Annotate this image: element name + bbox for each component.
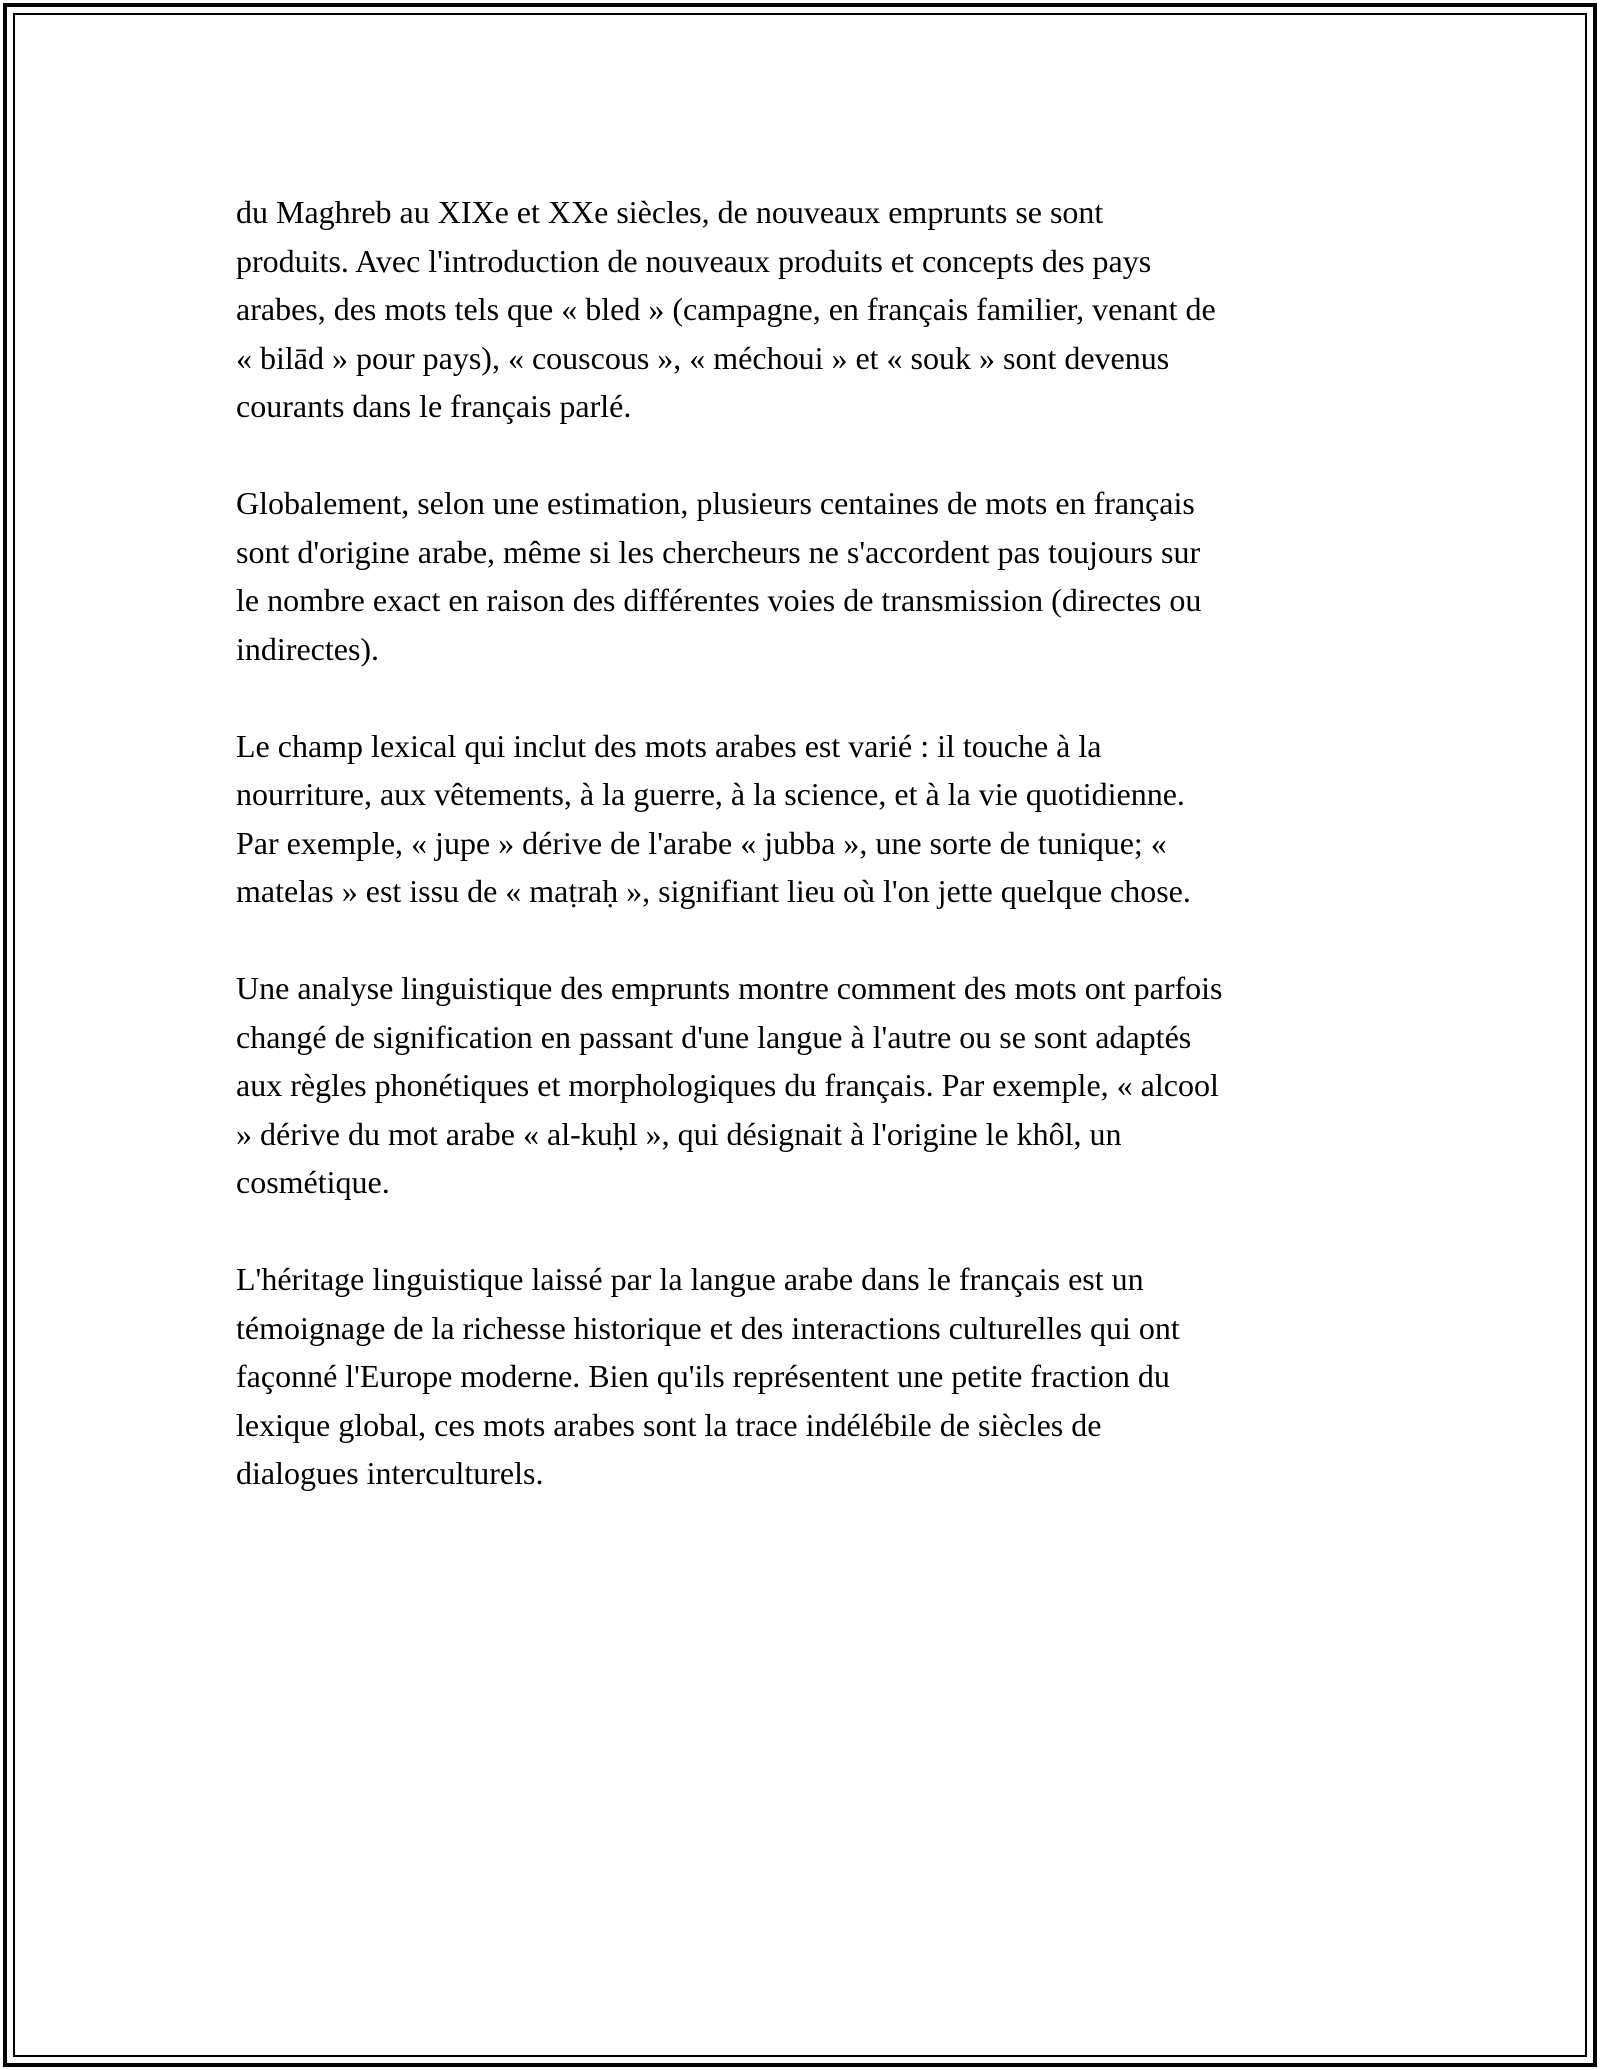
- text-line: Globalement, selon une estimation, plusieurs centaines de mots en français: [236, 485, 1195, 521]
- paragraph-maghreb-borrowings: [236, 188, 1386, 431]
- text-line: Une analyse linguistique des emprunts montre comment des mots ont parfois: [236, 970, 1223, 1006]
- text-line: lexique global, ces mots arabes sont la trace indélébile de siècles de: [236, 1406, 1102, 1443]
- text-line: changé de signification en passant d'une langue à l'autre ou se sont adaptés: [236, 1018, 1192, 1055]
- text-line: du Maghreb au XIXe et XXe siècles, de nouveaux emprunts se sont: [236, 194, 1104, 230]
- text-line: courants dans le français parlé.: [236, 388, 632, 424]
- paragraph-global-estimate: [236, 479, 1386, 673]
- paragraph-linguistic-analysis: [236, 964, 1386, 1207]
- text-line: aux règles phonétiques et morphologiques du français. Par exemple, « alcool: [236, 1067, 1219, 1103]
- text-line: dialogues interculturels.: [236, 1455, 544, 1491]
- paragraph-heritage-conclusion: [236, 1255, 1386, 1498]
- paragraph-lexical-field: [236, 722, 1386, 916]
- text-line: nourriture, aux vêtements, à la guerre, à la science, et à la vie quotidienne.: [236, 776, 1185, 812]
- text-line: matelas » est issu de « maṭraḥ », signifiant lieu où l'on jette quelque chose.: [236, 873, 1191, 909]
- text-line: produits. Avec l'introduction de nouveaux produits et concepts des pays: [236, 242, 1152, 279]
- text-line: indirectes).: [236, 630, 380, 667]
- text-line: façonné l'Europe moderne. Bien qu'ils représentent une petite fraction du: [236, 1358, 1170, 1394]
- text-line: arabes, des mots tels que « bled » (campagne, en français familier, venant de: [236, 291, 1216, 327]
- text-line: Par exemple, « jupe » dérive de l'arabe « jubba », une sorte de tunique; «: [236, 824, 1167, 861]
- document-body: [236, 188, 1386, 1546]
- text-line: « bilād » pour pays), « couscous », « méchoui » et « souk » sont devenus: [236, 339, 1170, 376]
- text-line: L'héritage linguistique laissé par la langue arabe dans le français est un: [236, 1261, 1144, 1297]
- text-line: témoignage de la richesse historique et des interactions culturelles qui ont: [236, 1309, 1180, 1346]
- text-line: cosmétique.: [236, 1164, 390, 1200]
- text-line: sont d'origine arabe, même si les chercheurs ne s'accordent pas toujours sur: [236, 533, 1201, 570]
- text-line: Le champ lexical qui inclut des mots arabes est varié : il touche à la: [236, 727, 1102, 764]
- text-line: le nombre exact en raison des différentes voies de transmission (directes ou: [236, 582, 1202, 618]
- text-line: » dérive du mot arabe « al-kuḥl », qui désignait à l'origine le khôl, un: [236, 1115, 1122, 1152]
